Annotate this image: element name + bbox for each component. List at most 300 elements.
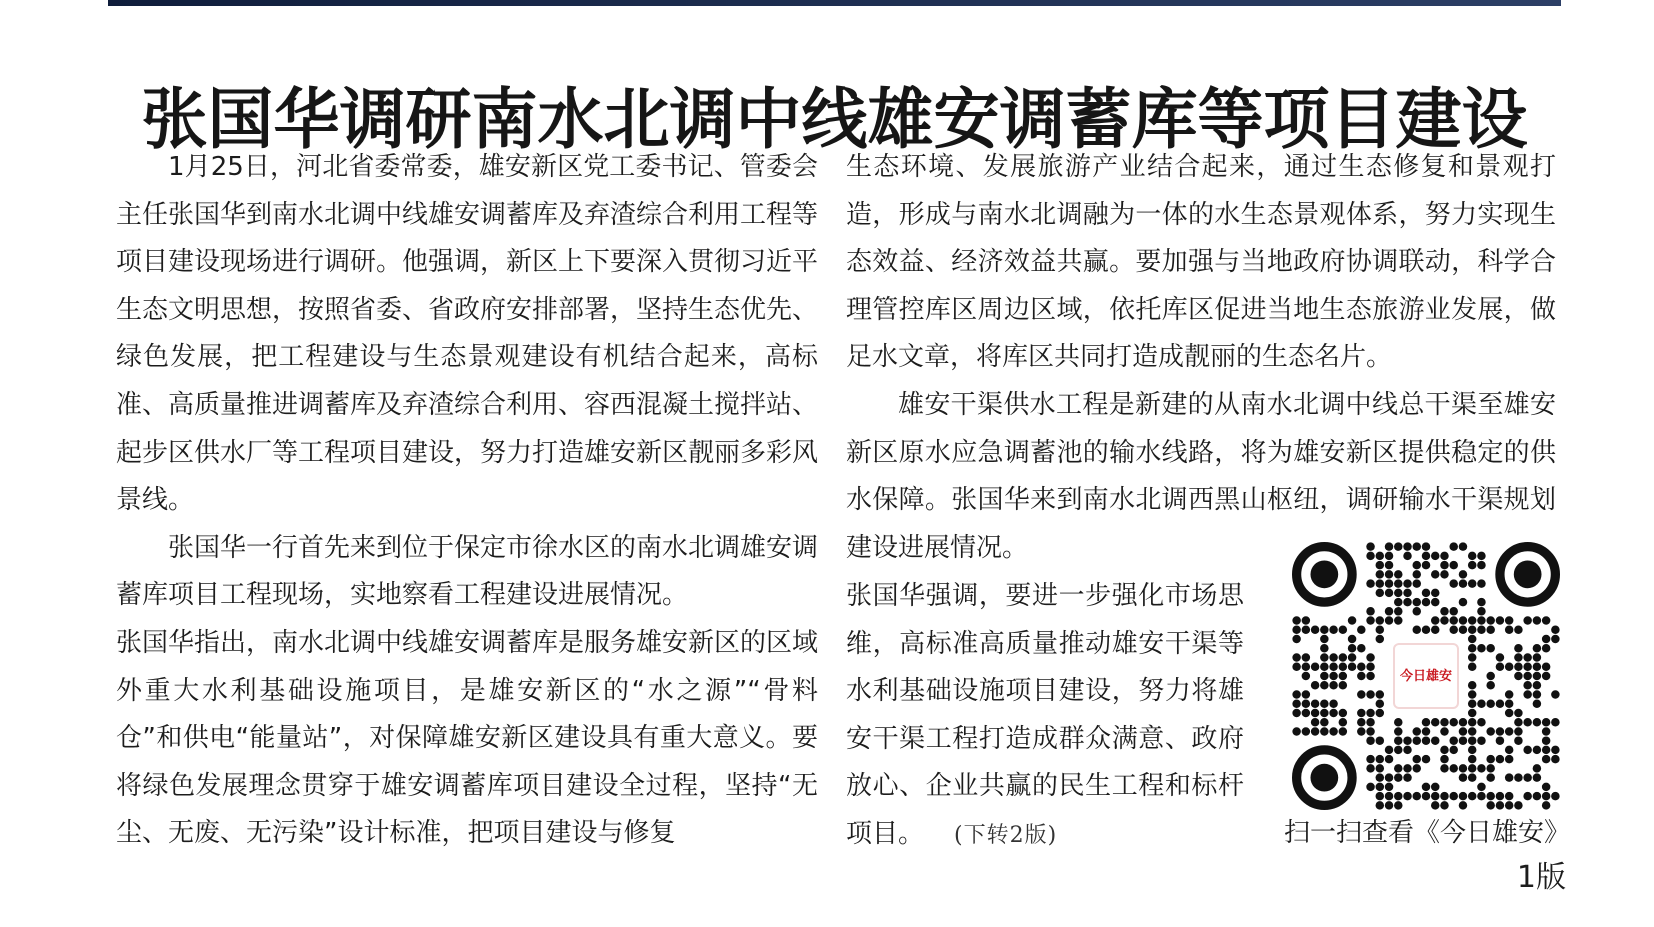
qr-module <box>1292 699 1301 708</box>
qr-module <box>1468 773 1477 782</box>
qr-module <box>1311 699 1320 708</box>
left-column <box>116 144 818 858</box>
qr-module <box>1496 755 1505 764</box>
qr-module <box>1542 783 1551 792</box>
qr-module <box>1366 663 1375 672</box>
qr-module <box>1477 783 1486 792</box>
qr-module <box>1505 699 1514 708</box>
qr-module <box>1292 616 1301 625</box>
qr-module <box>1348 635 1357 644</box>
qr-module <box>1339 653 1348 662</box>
qr-module <box>1477 552 1486 561</box>
qr-module <box>1486 626 1495 635</box>
qr-module <box>1514 709 1523 718</box>
qr-module <box>1486 672 1495 681</box>
qr-module <box>1496 727 1505 736</box>
qr-module <box>1486 801 1495 810</box>
qr-module <box>1542 635 1551 644</box>
qr-module <box>1468 644 1477 653</box>
qr-module <box>1385 607 1394 616</box>
qr-module <box>1413 764 1422 773</box>
qr-module <box>1329 663 1338 672</box>
qr-module <box>1320 644 1329 653</box>
continued-note: (下转2版) <box>954 822 1058 848</box>
qr-module <box>1514 718 1523 727</box>
right-paragraph-1: 生态环境、发展旅游产业结合起来，通过生态修复和景观打造，形成与南水北调融为一体的水生态景观体系，努力实现生态效益、经济效益共赢。要加强与当地政府协调联动，科学合理管控库区周边区域，依托库区促进当地生态旅游业发展，做足水文章，将库区共同打造成靓丽的生态名片。 <box>846 152 1556 373</box>
qr-module <box>1431 718 1440 727</box>
qr-module <box>1459 579 1468 588</box>
qr-module <box>1505 663 1514 672</box>
qr-module <box>1533 792 1542 801</box>
qr-module <box>1477 718 1486 727</box>
qr-module <box>1523 773 1532 782</box>
qr-module <box>1533 616 1542 625</box>
qr-module <box>1468 653 1477 662</box>
qr-module <box>1311 709 1320 718</box>
qr-module <box>1302 616 1311 625</box>
qr-module <box>1533 681 1542 690</box>
qr-module <box>1311 727 1320 736</box>
qr-module <box>1440 561 1449 570</box>
top-rule <box>108 0 1561 6</box>
qr-module <box>1366 552 1375 561</box>
qr-module <box>1422 598 1431 607</box>
qr-module <box>1357 644 1366 653</box>
qr-module <box>1329 626 1338 635</box>
qr-module <box>1413 755 1422 764</box>
qr-module <box>1366 736 1375 745</box>
qr-module <box>1468 718 1477 727</box>
qr-module <box>1505 709 1514 718</box>
qr-module <box>1449 718 1458 727</box>
qr-module <box>1320 635 1329 644</box>
qr-module <box>1403 552 1412 561</box>
qr-module <box>1449 792 1458 801</box>
qr-module <box>1440 746 1449 755</box>
qr-module <box>1311 718 1320 727</box>
qr-module <box>1523 690 1532 699</box>
qr-module <box>1468 792 1477 801</box>
qr-module <box>1533 699 1542 708</box>
qr-module <box>1459 764 1468 773</box>
qr-module <box>1422 626 1431 635</box>
qr-module <box>1486 792 1495 801</box>
qr-module <box>1302 690 1311 699</box>
qr-module <box>1348 653 1357 662</box>
qr-module <box>1468 681 1477 690</box>
qr-module <box>1394 727 1403 736</box>
qr-module <box>1339 672 1348 681</box>
qr-module <box>1496 616 1505 625</box>
qr-module <box>1366 709 1375 718</box>
qr-module <box>1422 792 1431 801</box>
qr-module <box>1468 626 1477 635</box>
qr-finder-center <box>1310 560 1338 588</box>
qr-module <box>1422 552 1431 561</box>
qr-module <box>1376 579 1385 588</box>
qr-module <box>1366 653 1375 662</box>
qr-module <box>1486 755 1495 764</box>
qr-module <box>1505 801 1514 810</box>
qr-module <box>1431 736 1440 745</box>
qr-module <box>1413 561 1422 570</box>
qr-module <box>1366 690 1375 699</box>
qr-module <box>1523 718 1532 727</box>
qr-module <box>1376 792 1385 801</box>
qr-module <box>1477 598 1486 607</box>
qr-module <box>1394 773 1403 782</box>
qr-module <box>1496 736 1505 745</box>
qr-module <box>1551 746 1560 755</box>
right-paragraph-2: 雄安干渠供水工程是新建的从南水北调中线总干渠至雄安新区原水应急调蓄池的输水线路，将为雄安新区提供稳定的供水保障。张国华来到南水北调西黑山枢纽，调研输水干渠规划建设进展情况。 <box>846 389 1556 563</box>
qr-module <box>1514 736 1523 745</box>
qr-module <box>1302 727 1311 736</box>
qr-module <box>1468 764 1477 773</box>
qr-module <box>1523 672 1532 681</box>
qr-module <box>1551 690 1560 699</box>
qr-module <box>1385 561 1394 570</box>
qr-finder-center <box>1310 764 1338 792</box>
qr-module <box>1459 598 1468 607</box>
qr-module <box>1376 699 1385 708</box>
qr-module <box>1505 755 1514 764</box>
qr-module <box>1357 709 1366 718</box>
qr-module <box>1431 570 1440 579</box>
qr-module <box>1523 746 1532 755</box>
qr-module <box>1422 727 1431 736</box>
qr-module <box>1413 792 1422 801</box>
qr-finder-center <box>1514 560 1542 588</box>
qr-module <box>1422 542 1431 551</box>
qr-module <box>1302 672 1311 681</box>
qr-module <box>1468 690 1477 699</box>
qr-module <box>1385 589 1394 598</box>
qr-module <box>1431 801 1440 810</box>
left-paragraph-3: 张国华指出，南水北调中线雄安调蓄库是服务雄安新区的区域外重大水利基础设施项目，是雄安新区的“水之源”“骨料仓”和供电“能量站”，对保障雄安新区建设具有重大意义。要将绿色发展理念贯穿于雄安调蓄库项目建设全过程，坚持“无尘、无废、无污染”设计标准，把项目建设与修复 <box>116 627 819 849</box>
qr-module <box>1431 552 1440 561</box>
qr-module <box>1449 616 1458 625</box>
headline: 张国华调研南水北调中线雄安调蓄库等项目建设 <box>141 81 1528 159</box>
qr-module <box>1394 607 1403 616</box>
qr-module <box>1505 773 1514 782</box>
qr-code[interactable] <box>1292 542 1560 810</box>
qr-module <box>1366 616 1375 625</box>
qr-module <box>1403 792 1412 801</box>
qr-module <box>1542 727 1551 736</box>
qr-module <box>1440 792 1449 801</box>
qr-module <box>1468 552 1477 561</box>
qr-module <box>1329 672 1338 681</box>
qr-module <box>1376 773 1385 782</box>
qr-module <box>1320 709 1329 718</box>
qr-module <box>1468 746 1477 755</box>
qr-module <box>1422 589 1431 598</box>
qr-module <box>1486 616 1495 625</box>
qr-module <box>1449 607 1458 616</box>
qr-module <box>1459 616 1468 625</box>
qr-module <box>1533 672 1542 681</box>
qr-module <box>1348 663 1357 672</box>
left-paragraph-1: 1月25日，河北省委常委，雄安新区党工委书记、管委会主任张国华到南水北调中线雄安调蓄库及弃渣综合利用工程等项目建设现场进行调研。他强调，新区上下要深入贯彻习近平生态文明思想，按照省委、省政府安排部署，坚持生态优先、绿色发展，把工程建设与生态景观建设有机结合起来，高标准、高质量推进调蓄库及弃渣综合利用、容西混凝土搅拌站、起步区供水厂等工程项目建设，努力打造雄安新区靓丽多彩风景线。 <box>116 152 819 516</box>
qr-module <box>1329 681 1338 690</box>
right-column <box>846 144 1556 572</box>
qr-module <box>1376 552 1385 561</box>
qr-module <box>1468 755 1477 764</box>
qr-module <box>1486 773 1495 782</box>
qr-module <box>1376 589 1385 598</box>
left-paragraph-2: 张国华一行首先来到位于保定市徐水区的南水北调雄安调蓄库项目工程现场，实地察看工程建设进展情况。 <box>116 532 819 611</box>
qr-module <box>1357 718 1366 727</box>
qr-module <box>1431 792 1440 801</box>
qr-module <box>1459 736 1468 745</box>
qr-module <box>1394 570 1403 579</box>
qr-module <box>1533 773 1542 782</box>
qr-module <box>1292 653 1301 662</box>
qr-module <box>1385 552 1394 561</box>
qr-module <box>1329 727 1338 736</box>
qr-module <box>1505 690 1514 699</box>
qr-module <box>1339 663 1348 672</box>
qr-module <box>1523 681 1532 690</box>
qr-module <box>1542 755 1551 764</box>
qr-module <box>1551 635 1560 644</box>
qr-module <box>1468 635 1477 644</box>
qr-module <box>1320 699 1329 708</box>
qr-module <box>1468 579 1477 588</box>
qr-module <box>1449 626 1458 635</box>
qr-module <box>1422 736 1431 745</box>
qr-module <box>1551 718 1560 727</box>
qr-module <box>1533 718 1542 727</box>
qr-module <box>1477 616 1486 625</box>
qr-module <box>1413 579 1422 588</box>
qr-module <box>1366 727 1375 736</box>
qr-module <box>1533 663 1542 672</box>
qr-module <box>1542 801 1551 810</box>
qr-module <box>1514 773 1523 782</box>
qr-module <box>1459 570 1468 579</box>
qr-module <box>1348 644 1357 653</box>
qr-module <box>1376 635 1385 644</box>
qr-module <box>1394 598 1403 607</box>
qr-module <box>1459 542 1468 551</box>
qr-module <box>1477 699 1486 708</box>
qr-module <box>1505 746 1514 755</box>
qr-module <box>1292 663 1301 672</box>
qr-module <box>1329 699 1338 708</box>
qr-module <box>1320 681 1329 690</box>
qr-module <box>1394 616 1403 625</box>
qr-module <box>1486 681 1495 690</box>
qr-logo: 今日雄安 <box>1393 643 1459 709</box>
qr-module <box>1320 718 1329 727</box>
qr-module <box>1477 626 1486 635</box>
qr-module <box>1440 764 1449 773</box>
qr-module <box>1302 626 1311 635</box>
qr-module <box>1302 653 1311 662</box>
qr-module <box>1449 764 1458 773</box>
qr-module <box>1311 681 1320 690</box>
qr-module <box>1394 746 1403 755</box>
qr-module <box>1376 801 1385 810</box>
qr-module <box>1486 699 1495 708</box>
qr-module <box>1514 663 1523 672</box>
qr-module <box>1505 626 1514 635</box>
qr-module <box>1292 635 1301 644</box>
qr-module <box>1496 653 1505 662</box>
qr-module <box>1440 616 1449 625</box>
qr-module <box>1523 653 1532 662</box>
qr-module <box>1385 783 1394 792</box>
qr-module <box>1514 644 1523 653</box>
qr-module <box>1477 561 1486 570</box>
qr-module <box>1477 764 1486 773</box>
qr-module <box>1376 764 1385 773</box>
qr-module <box>1468 616 1477 625</box>
qr-module <box>1496 801 1505 810</box>
qr-module <box>1477 579 1486 588</box>
qr-module <box>1477 607 1486 616</box>
qr-module <box>1376 709 1385 718</box>
qr-module <box>1339 681 1348 690</box>
qr-module <box>1385 773 1394 782</box>
qr-module <box>1514 672 1523 681</box>
qr-module <box>1533 653 1542 662</box>
qr-module <box>1403 598 1412 607</box>
qr-module <box>1385 542 1394 551</box>
qr-module <box>1459 626 1468 635</box>
qr-module <box>1394 542 1403 551</box>
qr-module <box>1348 616 1357 625</box>
qr-module <box>1449 736 1458 745</box>
page-number: 1版 <box>1516 860 1566 895</box>
qr-module <box>1459 773 1468 782</box>
qr-module <box>1394 736 1403 745</box>
right-narrow-paragraph <box>846 573 1244 860</box>
qr-module <box>1514 626 1523 635</box>
qr-module <box>1505 792 1514 801</box>
qr-module <box>1403 746 1412 755</box>
qr-module <box>1394 589 1403 598</box>
qr-module <box>1514 653 1523 662</box>
qr-module <box>1311 626 1320 635</box>
qr-module <box>1366 672 1375 681</box>
qr-module <box>1449 561 1458 570</box>
qr-module <box>1431 783 1440 792</box>
qr-module <box>1413 626 1422 635</box>
qr-module <box>1403 773 1412 782</box>
qr-module <box>1357 672 1366 681</box>
qr-module <box>1542 644 1551 653</box>
qr-module <box>1468 663 1477 672</box>
qr-module <box>1440 801 1449 810</box>
qr-module <box>1542 718 1551 727</box>
qr-module <box>1394 764 1403 773</box>
qr-module <box>1477 792 1486 801</box>
qr-module <box>1468 736 1477 745</box>
qr-module <box>1385 801 1394 810</box>
qr-module <box>1551 755 1560 764</box>
qr-module <box>1542 736 1551 745</box>
qr-module <box>1366 783 1375 792</box>
qr-module <box>1514 801 1523 810</box>
qr-module <box>1376 690 1385 699</box>
qr-module <box>1403 764 1412 773</box>
qr-module <box>1357 727 1366 736</box>
qr-module <box>1422 755 1431 764</box>
qr-module <box>1403 736 1412 745</box>
qr-module <box>1542 746 1551 755</box>
qr-module <box>1551 792 1560 801</box>
qr-module <box>1376 616 1385 625</box>
qr-module <box>1533 764 1542 773</box>
qr-module <box>1449 746 1458 755</box>
qr-module <box>1486 644 1495 653</box>
qr-module <box>1468 709 1477 718</box>
qr-module <box>1542 663 1551 672</box>
qr-module <box>1385 616 1394 625</box>
qr-module <box>1320 727 1329 736</box>
qr-module <box>1523 792 1532 801</box>
qr-module <box>1339 727 1348 736</box>
qr-module <box>1431 626 1440 635</box>
qr-module <box>1339 718 1348 727</box>
qr-module <box>1468 727 1477 736</box>
qr-module <box>1413 727 1422 736</box>
qr-module <box>1413 607 1422 616</box>
qr-module <box>1477 736 1486 745</box>
qr-module <box>1320 663 1329 672</box>
qr-module <box>1468 561 1477 570</box>
qr-module <box>1440 727 1449 736</box>
qr-module <box>1422 718 1431 727</box>
qr-module <box>1486 727 1495 736</box>
qr-module <box>1376 736 1385 745</box>
qr-module <box>1292 626 1301 635</box>
qr-module <box>1431 616 1440 625</box>
qr-module <box>1496 663 1505 672</box>
qr-module <box>1440 755 1449 764</box>
qr-module <box>1329 709 1338 718</box>
right-narrow-column <box>846 573 1244 860</box>
qr-module <box>1440 552 1449 561</box>
qr-module <box>1357 690 1366 699</box>
qr-module <box>1468 699 1477 708</box>
qr-module <box>1366 755 1375 764</box>
qr-module <box>1523 616 1532 625</box>
qr-module <box>1403 589 1412 598</box>
qr-module <box>1523 663 1532 672</box>
qr-module <box>1459 727 1468 736</box>
qr-module <box>1403 542 1412 551</box>
qr-caption: 扫一扫查看《今日雄安》 <box>1284 818 1571 848</box>
qr-module <box>1376 561 1385 570</box>
qr-module <box>1422 783 1431 792</box>
qr-module <box>1366 764 1375 773</box>
qr-module <box>1311 663 1320 672</box>
qr-module <box>1449 542 1458 551</box>
qr-module <box>1385 579 1394 588</box>
right-narrow-text: 张国华强调，要进一步强化市场思维，高标准高质量推动雄安干渠等水利基础设施项目建设，努力将雄安干渠工程打造成群众满意、政府放心、企业共赢的民生工程和标杆项目。 <box>846 581 1244 849</box>
qr-module <box>1440 718 1449 727</box>
qr-module <box>1292 709 1301 718</box>
qr-module <box>1292 690 1301 699</box>
qr-module <box>1505 616 1514 625</box>
qr-module <box>1385 755 1394 764</box>
qr-module <box>1413 736 1422 745</box>
qr-module <box>1422 561 1431 570</box>
qr-module <box>1486 764 1495 773</box>
